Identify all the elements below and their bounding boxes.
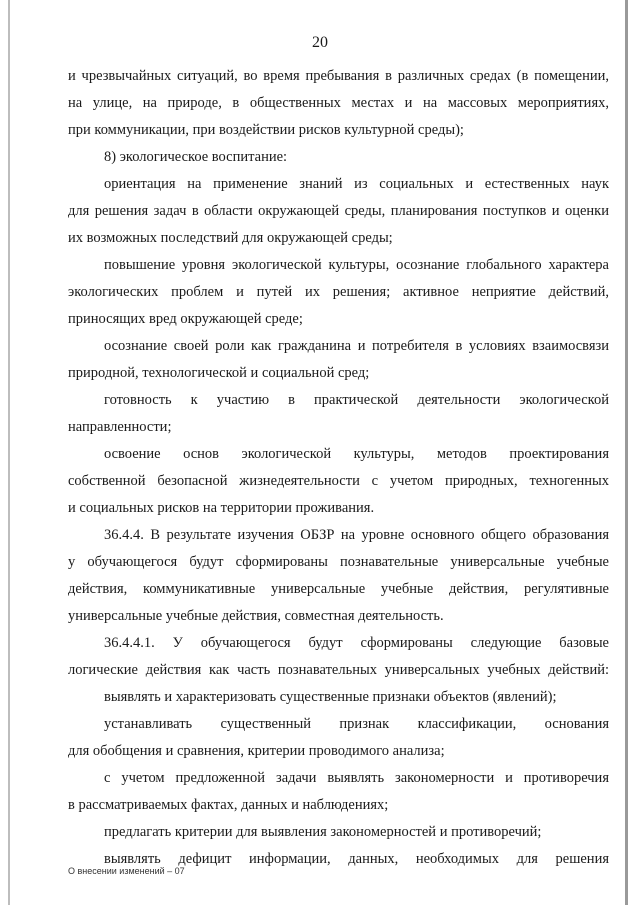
text-line: их возможных последствий для окружающей среды;: [68, 230, 393, 246]
text-line: повышение уровня экологической культуры, осознание глобального характера: [104, 257, 609, 273]
text-line: и социальных рисков на территории проживания.: [68, 500, 375, 516]
text-line: на улице, на природе, в общественных местах и на массовых мероприятиях,: [68, 95, 609, 111]
text-line: ориентация на применение знаний из социальных и естественных наук: [104, 176, 609, 192]
text-line: действия, коммуникативные универсальные учебные действия, регулятивные: [68, 581, 609, 597]
text-line: универсальные учебные действия, совместная деятельность.: [68, 608, 444, 624]
page-number: 20: [312, 34, 328, 51]
text-line: освоение основ экологической культуры, методов проектирования: [104, 446, 609, 462]
text-line: предлагать критерии для выявления закономерностей и противоречий;: [104, 824, 542, 840]
text-line: 36.4.4. В результате изучения ОБЗР на уровне основного общего образования: [104, 527, 609, 543]
text-line: с учетом предложенной задачи выявлять закономерности и противоречия: [104, 770, 609, 786]
text-line: 8) экологическое воспитание:: [104, 149, 288, 165]
footer-note: О внесении изменений – 07: [68, 866, 185, 876]
text-line: устанавливать существенный признак классификации, основания: [104, 716, 609, 732]
text-line: в рассматриваемых фактах, данных и наблюдениях;: [68, 797, 389, 813]
scan-edge-right: [625, 0, 628, 905]
text-line: выявлять дефицит информации, данных, необходимых для решения: [104, 851, 609, 867]
body-text: [68, 63, 609, 873]
text-line: осознание своей роли как гражданина и потребителя в условиях взаимосвязи: [104, 338, 609, 354]
text-line: природной, технологической и социальной сред;: [68, 365, 370, 381]
text-line: готовность к участию в практической деятельности экологической: [104, 392, 609, 408]
text-line: и чрезвычайных ситуаций, во время пребывания в различных средах (в помещении,: [68, 68, 609, 84]
text-line: у обучающегося будут сформированы познавательные универсальные учебные: [68, 554, 609, 570]
scan-edge-left: [8, 0, 10, 905]
text-line: выявлять и характеризовать существенные признаки объектов (явлений);: [104, 689, 557, 705]
text-line: для решения задач в области окружающей среды, планирования поступков и оценки: [68, 203, 609, 219]
text-line: экологических проблем и путей их решения; активное неприятие действий,: [68, 284, 609, 300]
text-line: для обобщения и сравнения, критерии проводимого анализа;: [68, 743, 445, 759]
text-line: направленности;: [68, 419, 172, 435]
text-line: логические действия как часть познавательных универсальных учебных действий:: [68, 662, 609, 678]
text-line: при коммуникации, при воздействии рисков культурной среды);: [68, 122, 464, 138]
text-line: приносящих вред окружающей среде;: [68, 311, 303, 327]
text-line: собственной безопасной жизнедеятельности с учетом природных, техногенных: [68, 473, 609, 489]
text-line: 36.4.4.1. У обучающегося будут сформированы следующие базовые: [104, 635, 609, 651]
